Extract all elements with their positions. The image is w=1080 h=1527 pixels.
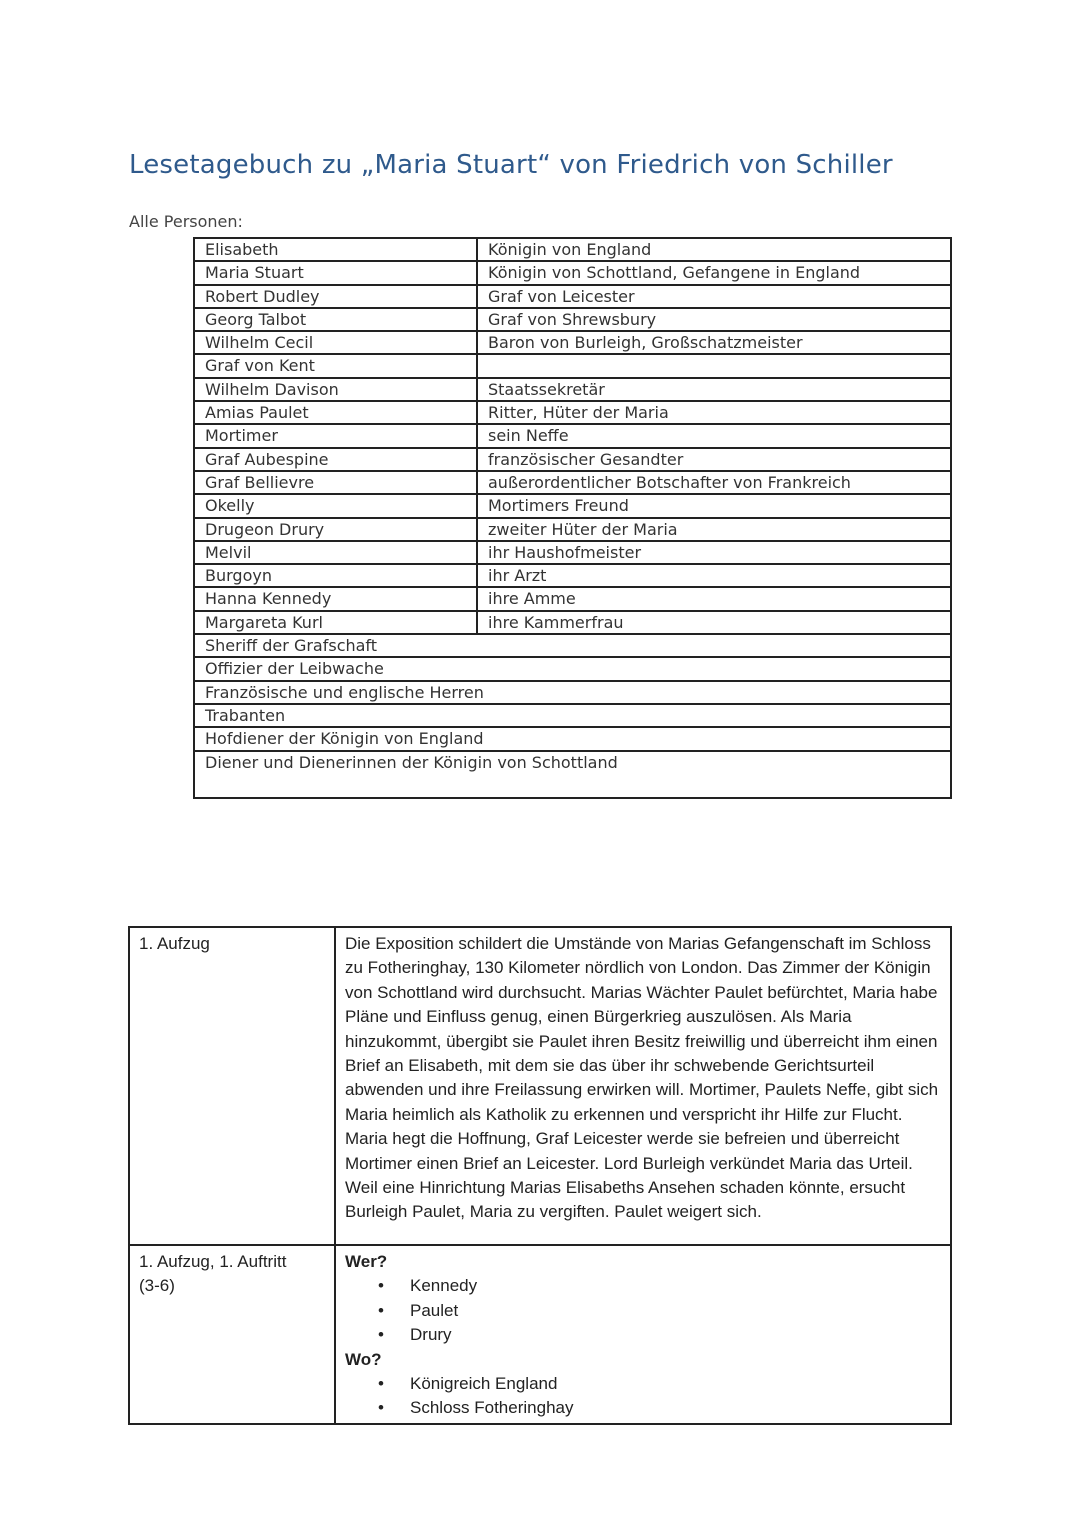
- person-name: Graf von Kent: [194, 354, 477, 377]
- table-row: [194, 448, 951, 471]
- person-name: Burgoyn: [194, 564, 477, 587]
- act-row: [129, 927, 951, 1245]
- document-title: Lesetagebuch zu „Maria Stuart“ von Friedrich von Schiller: [129, 150, 893, 180]
- person-name: Wilhelm Cecil: [194, 331, 477, 354]
- act-label-cell: [129, 927, 335, 1245]
- who-list: [345, 1274, 942, 1347]
- table-row: [194, 611, 951, 634]
- group-name: Diener und Dienerinnen der Königin von Schottland: [194, 751, 951, 798]
- table-row: [194, 587, 951, 610]
- scene-label-cell: [129, 1245, 335, 1424]
- person-role: ihre Kammerfrau: [477, 611, 951, 634]
- table-row: [194, 494, 951, 517]
- table-row: [194, 681, 951, 704]
- act-summary: Die Exposition schildert die Umstände von Marias Gefangenschaft im Schloss zu Fotheringhay, 130 Kilometer nördlich von London. Das Zimmer der Königin von Schottland wird durchsucht. Marias Wächter Paulet befürchtet, Maria habe Pläne und Einfluss genug, einen Bürgerkrieg auszulösen. Als Maria hinzukommt, übergibt sie Paulet ihren Besitz freiwillig und überreicht ihm einen Brief an Elisabeth, mit dem sie das über ihr schwebende Gerichtsurteil abwenden und ihre Freilassung erwirken will. Mortimer, Paulets Neffe, gibt sich Maria heimlich als Katholik zu erkennen und verspricht ihr Hilfe zur Flucht. Maria hegt die Hoffnung, Graf Leicester werde sie befreien und überreicht Mortimer einen Brief an Leicester. Lord Burleigh verkündet Maria das Urteil. Weil eine Hinrichtung Marias Elisabeths Ansehen schaden könnte, ersucht Burleigh Paulet, Maria zu vergiften. Paulet weigert sich.: [345, 934, 939, 1222]
- person-name: Graf Aubespine: [194, 448, 477, 471]
- group-name: Sheriff der Grafschaft: [194, 634, 951, 657]
- person-name: Amias Paulet: [194, 401, 477, 424]
- table-row: [194, 308, 951, 331]
- scene-row: [129, 1245, 951, 1424]
- person-role: Ritter, Hüter der Maria: [477, 401, 951, 424]
- table-row: [194, 518, 951, 541]
- table-row: [194, 401, 951, 424]
- person-name: Robert Dudley: [194, 285, 477, 308]
- person-name: Melvil: [194, 541, 477, 564]
- persons-table: [193, 237, 952, 799]
- list-item: • Kennedy: [410, 1274, 942, 1298]
- person-role: ihr Arzt: [477, 564, 951, 587]
- group-name: Französische und englische Herren: [194, 681, 951, 704]
- who-heading: Wer?: [345, 1252, 388, 1271]
- person-role: Staatssekretär: [477, 378, 951, 401]
- person-role: zweiter Hüter der Maria: [477, 518, 951, 541]
- scene-pages: (3-6): [139, 1276, 175, 1296]
- person-role: außerordentlicher Botschafter von Frankreich: [477, 471, 951, 494]
- list-item: • Königreich England: [410, 1372, 942, 1396]
- list-item: • Drury: [410, 1323, 942, 1347]
- person-name: Margareta Kurl: [194, 611, 477, 634]
- scene-label: 1. Aufzug, 1. Auftritt: [139, 1252, 287, 1271]
- person-name: Drugeon Drury: [194, 518, 477, 541]
- person-name: Elisabeth: [194, 238, 477, 261]
- table-row: [194, 238, 951, 261]
- person-role: Graf von Shrewsbury: [477, 308, 951, 331]
- where-list: [345, 1372, 942, 1421]
- act-summary-cell: [335, 927, 951, 1245]
- table-row: [194, 354, 951, 377]
- person-role: Königin von Schottland, Gefangene in England: [477, 261, 951, 284]
- person-name: Georg Talbot: [194, 308, 477, 331]
- act-label: 1. Aufzug: [139, 934, 210, 953]
- list-item: • Paulet: [410, 1299, 942, 1323]
- table-row: [194, 564, 951, 587]
- acts-table: [128, 926, 952, 1425]
- person-role: französischer Gesandter: [477, 448, 951, 471]
- person-role: ihre Amme: [477, 587, 951, 610]
- group-name: Trabanten: [194, 704, 951, 727]
- scene-details-cell: [335, 1245, 951, 1424]
- person-role: sein Neffe: [477, 424, 951, 447]
- group-name: Offizier der Leibwache: [194, 657, 951, 680]
- person-role: Graf von Leicester: [477, 285, 951, 308]
- where-heading: Wo?: [345, 1349, 382, 1369]
- person-role: ihr Haushofmeister: [477, 541, 951, 564]
- table-row: [194, 751, 951, 798]
- table-row: [194, 285, 951, 308]
- table-row: [194, 424, 951, 447]
- list-item: • Schloss Fotheringhay: [410, 1396, 942, 1420]
- person-name: Graf Bellievre: [194, 471, 477, 494]
- persons-heading: Alle Personen:: [129, 212, 243, 231]
- person-name: Wilhelm Davison: [194, 378, 477, 401]
- table-row: [194, 634, 951, 657]
- table-row: [194, 541, 951, 564]
- person-role: Mortimers Freund: [477, 494, 951, 517]
- person-role: [477, 354, 951, 377]
- person-role: Königin von England: [477, 238, 951, 261]
- table-row: [194, 261, 951, 284]
- table-row: [194, 727, 951, 750]
- table-row: [194, 657, 951, 680]
- table-row: [194, 471, 951, 494]
- table-row: [194, 378, 951, 401]
- person-name: Maria Stuart: [194, 261, 477, 284]
- group-name: Hofdiener der Königin von England: [194, 727, 951, 750]
- person-name: Mortimer: [194, 424, 477, 447]
- table-row: [194, 704, 951, 727]
- person-role: Baron von Burleigh, Großschatzmeister: [477, 331, 951, 354]
- person-name: Okelly: [194, 494, 477, 517]
- table-row: [194, 331, 951, 354]
- person-name: Hanna Kennedy: [194, 587, 477, 610]
